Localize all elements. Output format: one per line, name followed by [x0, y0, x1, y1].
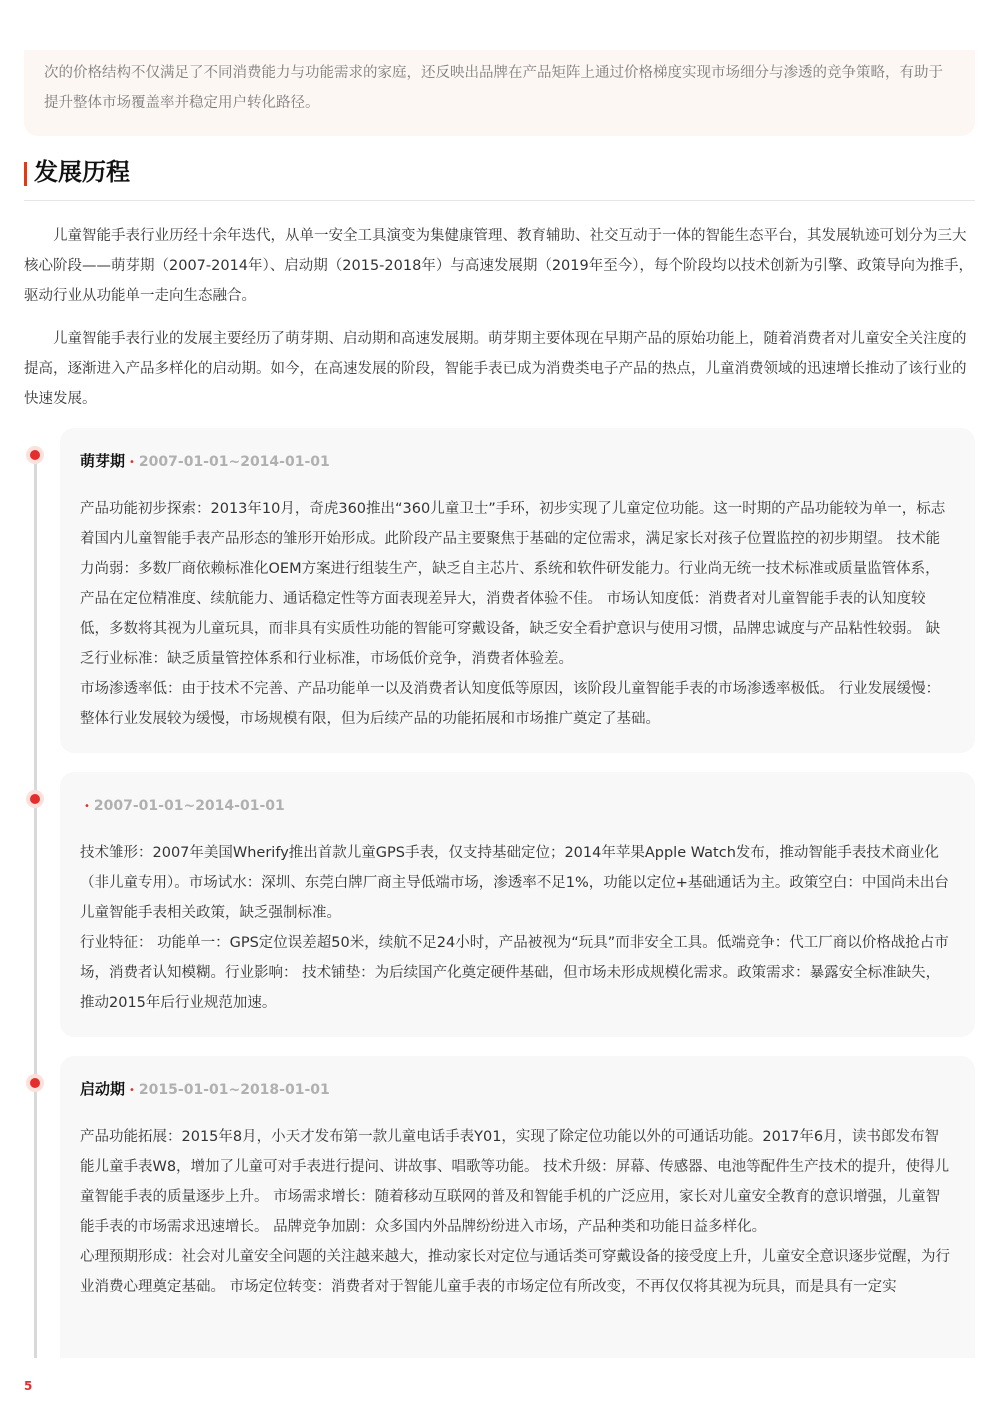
timeline-card-1 [60, 428, 975, 753]
stage-name: 萌芽期 [80, 452, 126, 470]
card-paragraph: 行业特征： 功能单一：GPS定位误差超50米，续航不足24小时，产品被视为“玩具”而非安全工具。低端竞争：代工厂商以价格战抢占市场，消费者认知模糊。行业影响： 技术铺垫：为后续国产化奠定硬件基础，但市场未形成规模化需求。政策需求：暴露安全标准缺失，推动2015年后行业规范加速。 [80, 935, 949, 1011]
stage-name: 启动期 [80, 1080, 126, 1098]
card-header [80, 792, 953, 818]
page-number: 5 [24, 1379, 33, 1393]
intro-text: 次的价格结构不仅满足了不同消费能力与功能需求的家庭，还反映出品牌在产品矩阵上通过价格梯度实现市场细分与渗透的竞争策略，有助于提升整体市场覆盖率并稳定用户转化路径。 [44, 65, 943, 111]
card-paragraph: 产品功能初步探索：2013年10月，奇虎360推出“360儿童卫士”手环，初步实现了儿童定位功能。这一时期的产品功能较为单一，标志着国内儿童智能手表产品形态的雏形开始形成。此阶段产品主要聚焦于基础的定位需求，满足家长对孩子位置监控的初步期望。 技术能力尚弱：多数厂商依赖标准化OEM方案进行组装生产，缺乏自主芯片、系统和软件研发能力。行业尚无统一技术标准或质量监管体系，产品在定位精准度、续航能力、通话稳定性等方面表现差异大，消费者体验不佳。 市场认知度低：消费者对儿童智能手表的认知度较低，多数将其视为儿童玩具，而非具有实质性功能的智能可穿戴设备，缺乏安全看护意识与使用习惯，品牌忠诚度与产品粘性较弱。 缺乏行业标准：缺乏质量管控体系和行业标准，市场低价竞争，消费者体验差。 [80, 501, 946, 667]
separator-dot: • [84, 801, 90, 812]
card-paragraph: 技术雏形：2007年美国Wherify推出首款儿童GPS手表，仅支持基础定位；2014年苹果Apple Watch发布，推动智能手表技术商业化（非儿童专用）。市场试水：深圳、东莞白牌厂商主导低端市场，渗透率不足1%，功能以定位+基础通话为主。政策空白：中国尚未出台儿童智能手表相关政策，缺乏强制标准。 [80, 845, 949, 921]
timeline-card-2 [60, 772, 975, 1037]
card-paragraph: 心理预期形成：社会对儿童安全问题的关注越来越大，推动家长对定位与通话类可穿戴设备的接受度上升，儿童安全意识逐步觉醒，为行业消费心理奠定基础。 市场定位转变：消费者对于智能儿童手表的市场定位有所改变，不再仅仅将其视为玩具，而是具有一定实 [80, 1249, 950, 1295]
section-title: 发展历程 [34, 158, 130, 186]
stage-date: 2007-01-01~2014-01-01 [138, 454, 330, 470]
stage-date: 2007-01-01~2014-01-01 [93, 798, 285, 814]
timeline-card-3 [60, 1056, 975, 1358]
stage-date: 2015-01-01~2018-01-01 [138, 1082, 330, 1098]
separator-dot: • [129, 457, 135, 468]
separator-dot: • [129, 1085, 135, 1096]
card-header [80, 1076, 953, 1102]
heading-accent-bar [24, 162, 27, 186]
timeline-dot [26, 1074, 44, 1092]
timeline-line [34, 455, 37, 1358]
section-heading [24, 155, 975, 201]
card-paragraph: 市场渗透率低：由于技术不完善、产品功能单一以及消费者认知度低等原因，该阶段儿童智能手表的市场渗透率极低。 行业发展缓慢：整体行业发展较为缓慢，市场规模有限，但为后续产品的功能拓展和市场推广奠定了基础。 [80, 681, 941, 727]
intro-box [24, 50, 975, 136]
card-header [80, 448, 953, 474]
section-paragraph-1: 儿童智能手表行业历经十余年迭代，从单一安全工具演变为集健康管理、教育辅助、社交互动于一体的智能生态平台，其发展轨迹可划分为三大核心阶段——萌芽期（2007-2014年）、启动期（2015-2018年）与高速发展期（2019年至今），每个阶段均以技术创新为引擎、政策导向为推手，驱动行业从功能单一走向生态融合。 [24, 228, 973, 304]
section-paragraph-2: 儿童智能手表行业的发展主要经历了萌芽期、启动期和高速发展期。萌芽期主要体现在早期产品的原始功能上，随着消费者对儿童安全关注度的提高，逐渐进入产品多样化的启动期。如今，在高速发展的阶段，智能手表已成为消费类电子产品的热点，儿童消费领域的迅速增长推动了该行业的快速发展。 [24, 331, 967, 407]
timeline-dot [26, 446, 44, 464]
card-paragraph: 产品功能拓展：2015年8月，小天才发布第一款儿童电话手表Y01，实现了除定位功能以外的可通话功能。2017年6月，读书郎发布智能儿童手表W8，增加了儿童可对手表进行提问、讲故事、唱歌等功能。 技术升级：屏幕、传感器、电池等配件生产技术的提升，使得儿童智能手表的质量逐步上升。 市场需求增长：随着移动互联网的普及和智能手机的广泛应用，家长对儿童安全教育的意识增强，儿童智能手表的市场需求迅速增长。 品牌竞争加剧：众多国内外品牌纷纷进入市场，产品种类和功能日益多样化。 [80, 1129, 950, 1235]
timeline-dot [26, 790, 44, 808]
